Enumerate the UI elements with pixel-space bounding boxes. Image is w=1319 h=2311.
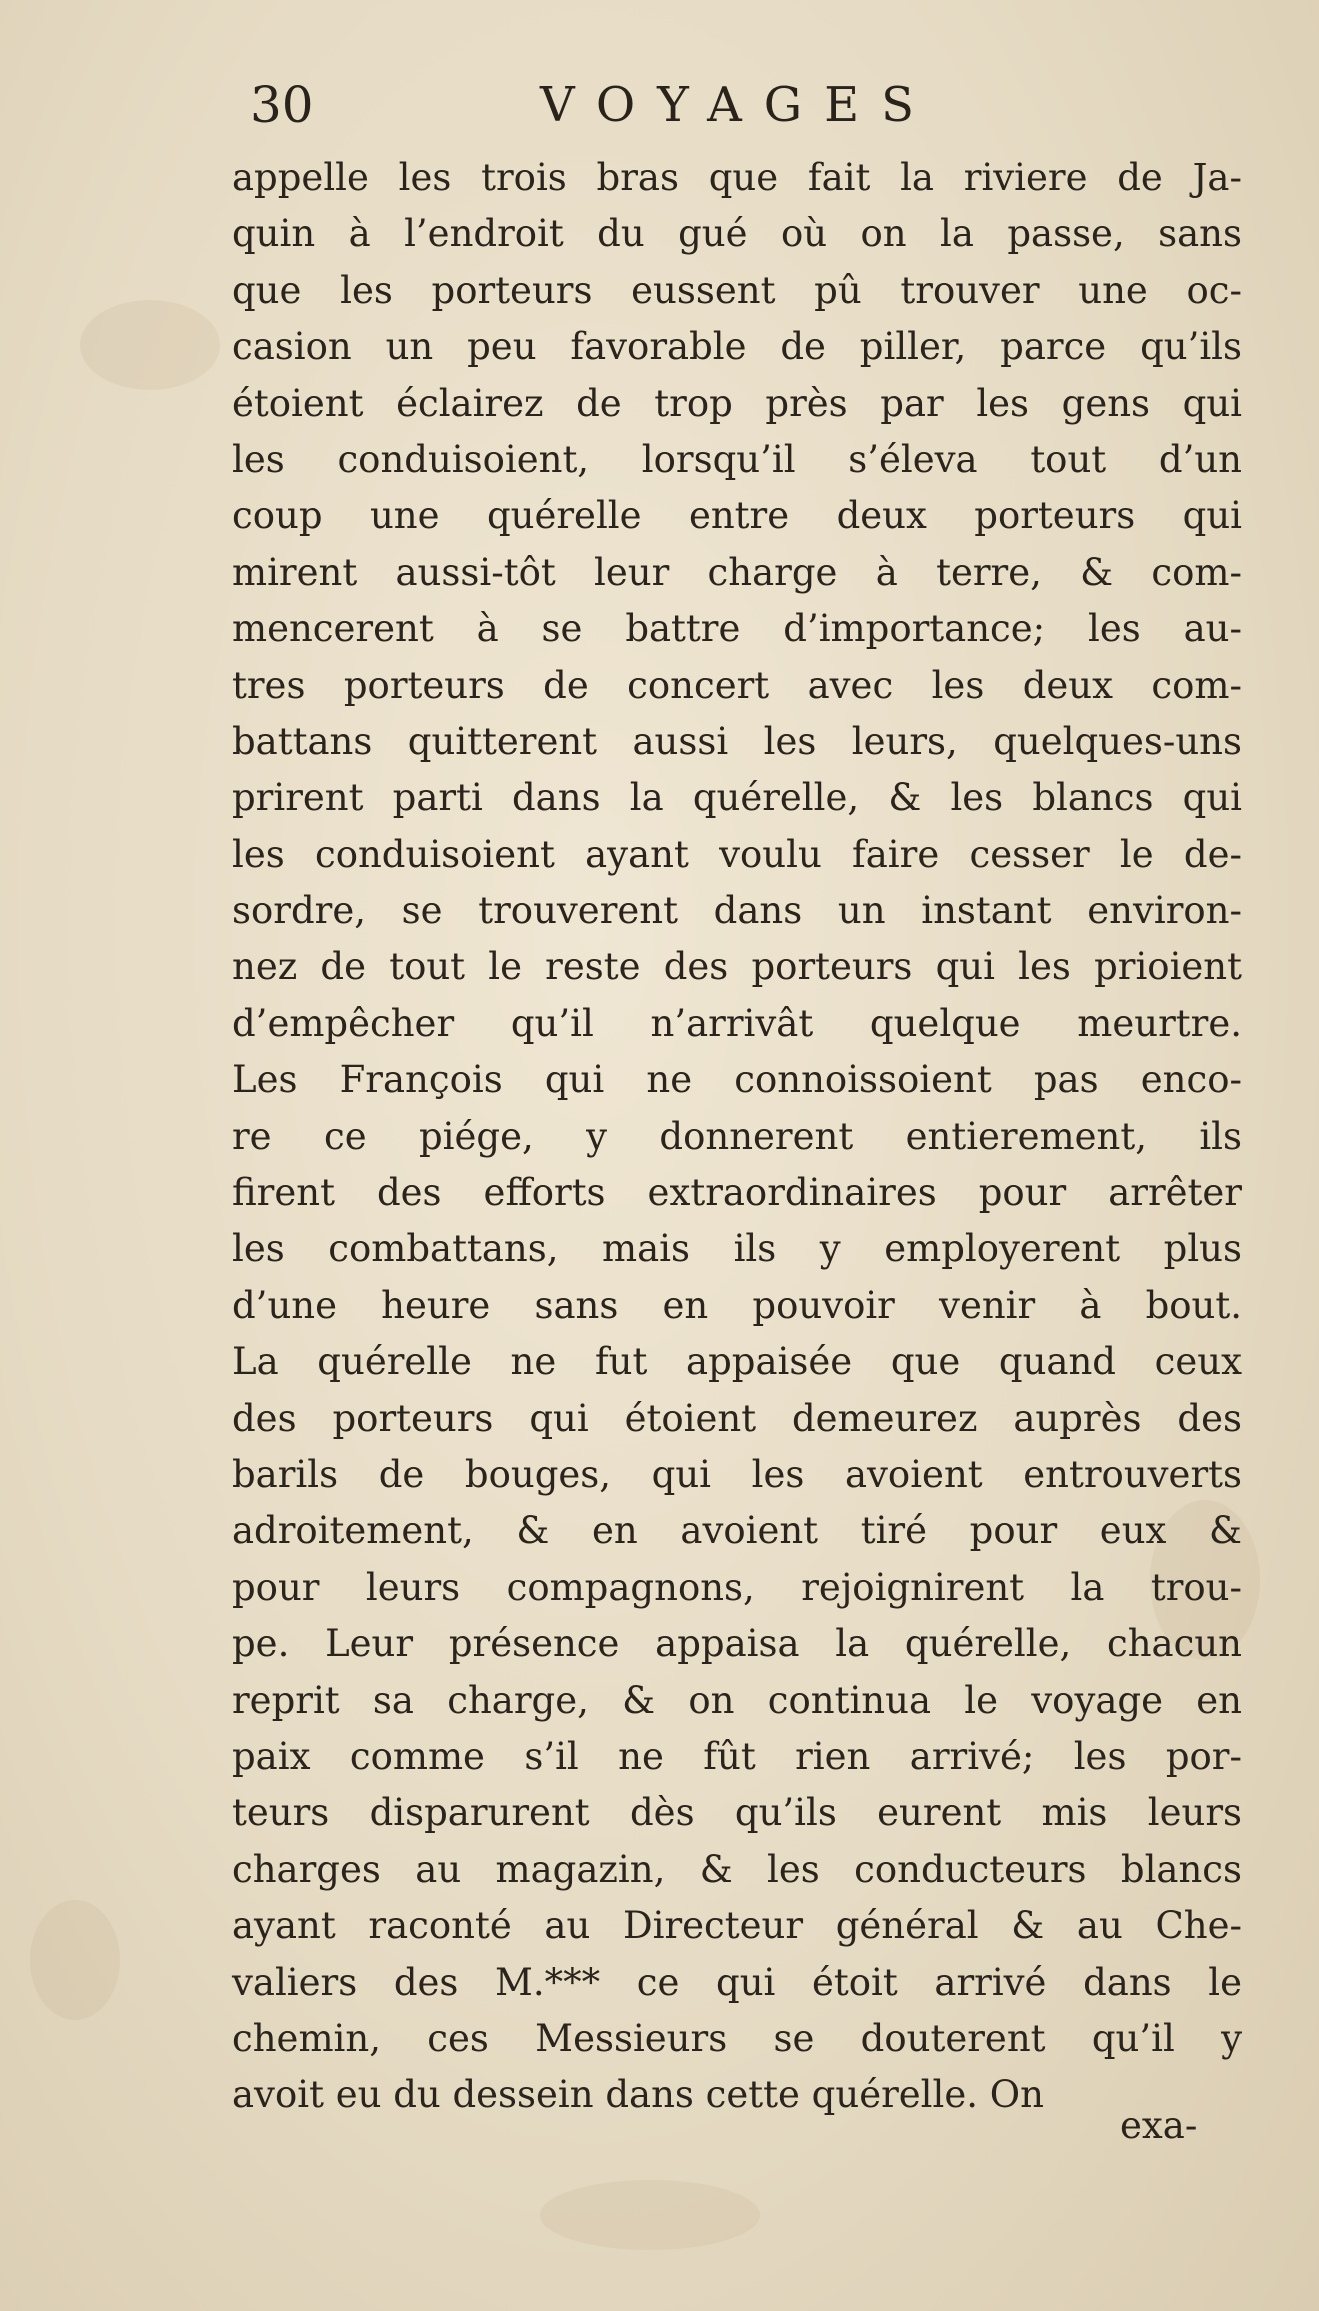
catchword: exa-: [1120, 2104, 1198, 2147]
text-line: les conduisoient ayant voulu faire cesser le de-: [232, 832, 1242, 876]
text-line: mencerent à se battre d’importance; les au-: [232, 607, 1242, 651]
text-line: d’une heure sans en pouvoir venir à bout.: [232, 1283, 1242, 1327]
text-line: tres porteurs de concert avec les deux com-: [232, 663, 1242, 707]
text-line: reprit sa charge, & on continua le voyage en: [232, 1678, 1242, 1722]
text-line: quin à l’endroit du gué où on la passe, sans: [232, 212, 1242, 256]
text-line: paix comme s’il ne fût rien arrivé; les por-: [232, 1734, 1242, 1778]
text-line: nez de tout le reste des porteurs qui les prioient: [232, 945, 1242, 989]
text-line: mirent aussi-tôt leur charge à terre, & com-: [232, 550, 1242, 594]
text-line: adroitement, & en avoient tiré pour eux &: [232, 1509, 1242, 1553]
text-line: coup une quérelle entre deux porteurs qui: [232, 494, 1242, 538]
text-line: ayant raconté au Directeur général & au Che-: [232, 1904, 1242, 1948]
text-line: La quérelle ne fut appaisée que quand ceux: [232, 1340, 1242, 1384]
text-line: étoient éclairez de trop près par les gens qui: [232, 381, 1242, 425]
text-line: re ce piége, y donnerent entierement, ils: [232, 1114, 1242, 1158]
text-line: battans quitterent aussi les leurs, quelques-uns: [232, 719, 1242, 763]
text-line: casion un peu favorable de piller, parce qu’ils: [232, 325, 1242, 369]
text-line: des porteurs qui étoient demeurez auprès des: [232, 1396, 1242, 1440]
text-line: firent des efforts extraordinaires pour arrêter: [232, 1171, 1242, 1215]
text-line: valiers des M.*** ce qui étoit arrivé dans le: [232, 1960, 1242, 2004]
running-title: VOYAGES: [540, 77, 937, 133]
text-line: sordre, se trouverent dans un instant environ-: [232, 889, 1242, 933]
text-line: d’empêcher qu’il n’arrivât quelque meurtre.: [232, 1001, 1242, 1045]
page-header: [250, 70, 1050, 140]
page-number: 30: [250, 76, 314, 134]
text-line: pe. Leur présence appaisa la quérelle, chacun: [232, 1622, 1242, 1666]
text-line: barils de bouges, qui les avoient entrouverts: [232, 1452, 1242, 1496]
text-line: avoit eu du dessein dans cette quérelle. On: [232, 2073, 1044, 2117]
text-line: appelle les trois bras que fait la riviere de Ja-: [232, 156, 1242, 199]
text-line: que les porteurs eussent pû trouver une oc-: [232, 268, 1242, 312]
body-text: [232, 150, 1242, 2124]
text-line: chemin, ces Messieurs se douterent qu’il y: [232, 2016, 1242, 2060]
text-line: Les François qui ne connoissoient pas enco-: [232, 1058, 1242, 1102]
text-line: prirent parti dans la quérelle, & les blancs qui: [232, 776, 1242, 820]
text-line: les conduisoient, lorsqu’il s’éleva tout d’un: [232, 437, 1242, 481]
text-line: les combattans, mais ils y employerent plus: [232, 1227, 1242, 1271]
text-line: teurs disparurent dès qu’ils eurent mis leurs: [232, 1791, 1242, 1835]
text-line: charges au magazin, & les conducteurs blancs: [232, 1847, 1242, 1891]
text-line: pour leurs compagnons, rejoignirent la trou-: [232, 1565, 1242, 1609]
